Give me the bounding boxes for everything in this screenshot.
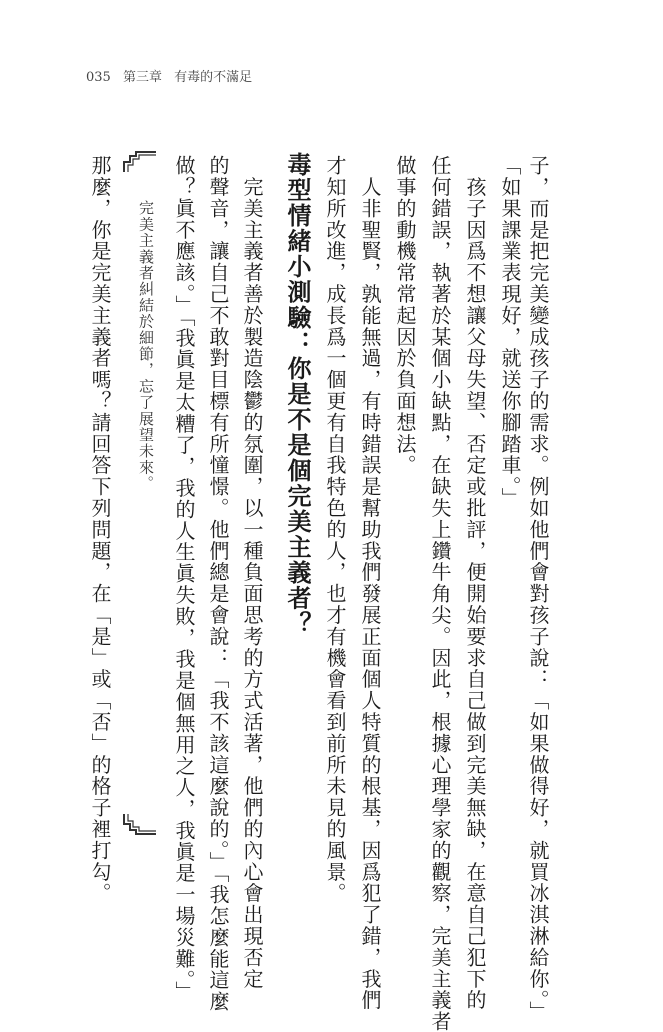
body-column: 子，而是把完美變成孩子的需求。例如他們會對孩子說：「如果做得好，就買冰淇淋給你。」	[526, 155, 550, 1023]
chapter-label: 第三章	[122, 70, 162, 85]
body-column: 孩子因爲不想讓父母失望、否定或批評，便開始要求自己做到完美無缺，在意自己犯下的	[463, 155, 487, 1011]
body-column: 做？眞不應該。」「我眞是太糟了，我的人生眞失敗，我是個無用之人，我眞是一場災難。」	[172, 155, 196, 1003]
running-header	[86, 66, 260, 85]
section-title: 毒型情緒小測驗：你是不是個完美主義者？	[283, 152, 311, 637]
body-column: 任何錯誤，執著於某個小缺點，在缺失上鑽牛角尖。因此，根據心理學家的觀察，完美主義者	[428, 155, 452, 1032]
body-column: 做事的動機常常起因於負面想法。	[393, 155, 417, 476]
chapter-title: 有毒的不滿足	[174, 70, 253, 85]
pull-quote: 完美主義者糾結於細節，忘了展望未來。	[137, 200, 155, 492]
quote-bottom-ornament-icon	[122, 812, 158, 836]
body-column: 完美主義者善於製造陰鬱的氛圍，以一種負面思考的方式活著，他們的內心會出現否定	[240, 155, 264, 990]
quote-top-ornament-icon	[122, 150, 158, 174]
body-column: 「如果課業表現好，就送你腳踏車。」	[498, 155, 522, 509]
body-column: 的聲音，讓自己不敢對目標有所憧憬。他們總是會說：「我不該這麼說的。」「我怎麼能這麼	[206, 155, 230, 1013]
body-column: 人非聖賢，孰能無過，有時錯誤是幫助我們發展正面個人特質的根基，因爲犯了錯，我們	[358, 155, 382, 1011]
body-column: 才知所改進，成長爲一個更有自我特色的人，也才有機會看到前所未見的風景。	[323, 155, 347, 904]
closing-column: 那麼，你是完美主義者嗎？請回答下列問題，在「是」或「否」的格子裡打勾。	[88, 155, 112, 904]
page-number: 035	[86, 70, 111, 85]
